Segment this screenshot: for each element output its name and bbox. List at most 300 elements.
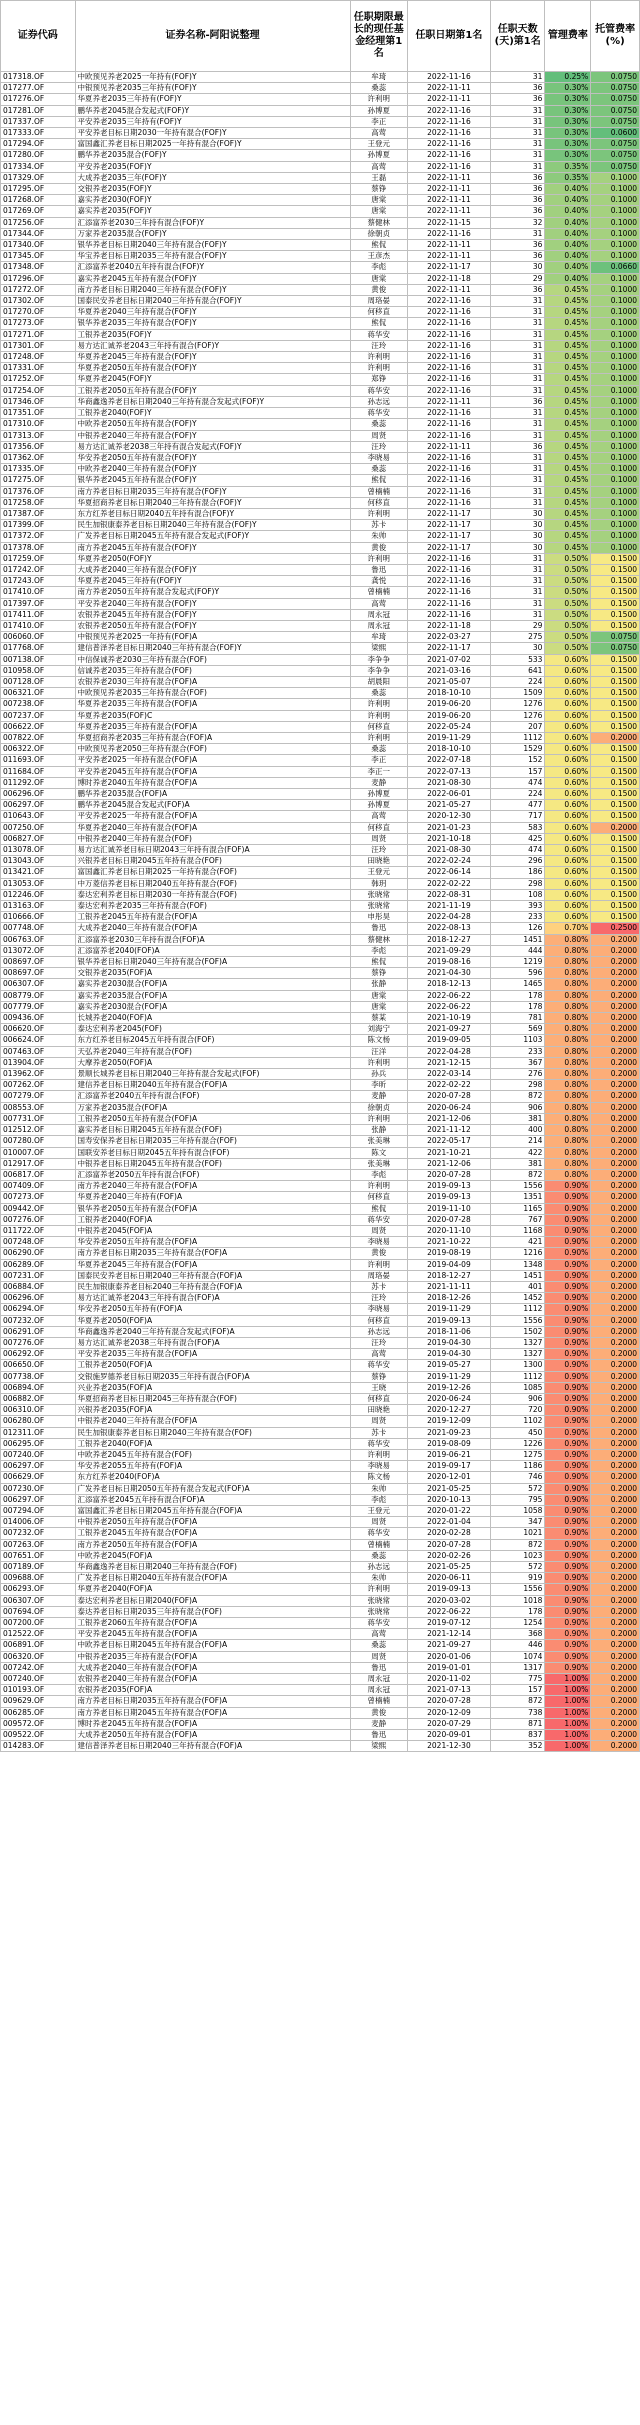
cell-custody-fee: 0.0750 bbox=[591, 83, 640, 94]
cell-name: 华安养老2055五年持有(FOF)A bbox=[75, 1461, 350, 1472]
table-row bbox=[1, 1304, 640, 1315]
cell-name: 易方达汇诚养老2038三年持有混合(FOF)A bbox=[75, 1337, 350, 1348]
cell-code: 007409.OF bbox=[1, 1181, 76, 1192]
cell-custody-fee: 0.1500 bbox=[591, 676, 640, 687]
cell-manager: 周珞晏 bbox=[350, 296, 407, 307]
cell-custody-fee: 0.1500 bbox=[591, 665, 640, 676]
cell-tenure-days: 30 bbox=[490, 643, 544, 654]
cell-name: 鹏华养老2035混合(FOF)Y bbox=[75, 150, 350, 161]
cell-start-date: 2019-08-19 bbox=[407, 1248, 490, 1259]
cell-custody-fee: 0.0750 bbox=[591, 161, 640, 172]
cell-manager: 曾楠楠 bbox=[350, 1539, 407, 1550]
cell-code: 007231.OF bbox=[1, 1270, 76, 1281]
cell-tenure-days: 1165 bbox=[490, 1203, 544, 1214]
table-row bbox=[1, 475, 640, 486]
cell-management-fee: 0.50% bbox=[545, 643, 591, 654]
cell-management-fee: 0.45% bbox=[545, 318, 591, 329]
cell-name: 嘉实养老2030混合(FOF)A bbox=[75, 1001, 350, 1012]
cell-code: 017348.OF bbox=[1, 262, 76, 273]
cell-management-fee: 0.30% bbox=[545, 94, 591, 105]
cell-start-date: 2022-11-16 bbox=[407, 72, 490, 83]
cell-code: 017296.OF bbox=[1, 273, 76, 284]
cell-start-date: 2021-11-11 bbox=[407, 1281, 490, 1292]
table-row bbox=[1, 172, 640, 183]
cell-name: 国寿安保养老目标日期2035三年持有混合(FOF) bbox=[75, 1136, 350, 1147]
cell-name: 中银养老目标日期2045五年持有混合(FOF) bbox=[75, 1158, 350, 1169]
cell-custody-fee: 0.1000 bbox=[591, 206, 640, 217]
cell-code: 009688.OF bbox=[1, 1573, 76, 1584]
cell-name: 华夏养老2035(FOF)C bbox=[75, 710, 350, 721]
cell-management-fee: 0.90% bbox=[545, 1248, 591, 1259]
cell-manager: 许利明 bbox=[350, 94, 407, 105]
cell-code: 017268.OF bbox=[1, 195, 76, 206]
cell-management-fee: 0.30% bbox=[545, 139, 591, 150]
cell-tenure-days: 1168 bbox=[490, 1225, 544, 1236]
cell-management-fee: 0.90% bbox=[545, 1595, 591, 1606]
cell-management-fee: 0.35% bbox=[545, 172, 591, 183]
cell-start-date: 2022-11-16 bbox=[407, 497, 490, 508]
cell-management-fee: 0.45% bbox=[545, 464, 591, 475]
cell-start-date: 2022-11-16 bbox=[407, 318, 490, 329]
cell-management-fee: 0.90% bbox=[545, 1517, 591, 1528]
cell-name: 工银养老2050五年持有混合(FOF)A bbox=[75, 1113, 350, 1124]
cell-custody-fee: 0.2000 bbox=[591, 1741, 640, 1752]
cell-start-date: 2020-01-22 bbox=[407, 1506, 490, 1517]
cell-start-date: 2022-11-17 bbox=[407, 508, 490, 519]
cell-code: 006321.OF bbox=[1, 688, 76, 699]
cell-tenure-days: 31 bbox=[490, 139, 544, 150]
cell-management-fee: 0.90% bbox=[545, 1416, 591, 1427]
cell-start-date: 2020-02-26 bbox=[407, 1550, 490, 1561]
cell-start-date: 2021-08-30 bbox=[407, 777, 490, 788]
cell-start-date: 2021-09-27 bbox=[407, 1640, 490, 1651]
table-row bbox=[1, 1382, 640, 1393]
cell-name: 嘉实养老2035(FOF)Y bbox=[75, 206, 350, 217]
cell-tenure-days: 1021 bbox=[490, 1528, 544, 1539]
cell-start-date: 2019-09-13 bbox=[407, 1192, 490, 1203]
cell-code: 017410.OF bbox=[1, 587, 76, 598]
cell-management-fee: 0.90% bbox=[545, 1640, 591, 1651]
cell-code: 007240.OF bbox=[1, 1674, 76, 1685]
cell-code: 006292.OF bbox=[1, 1349, 76, 1360]
cell-management-fee: 0.60% bbox=[545, 811, 591, 822]
cell-name: 天弘养老2040三年持有混合(FOF) bbox=[75, 1046, 350, 1057]
cell-custody-fee: 0.2000 bbox=[591, 1573, 640, 1584]
cell-manager: 田晓艳 bbox=[350, 856, 407, 867]
table-row bbox=[1, 217, 640, 228]
cell-start-date: 2021-10-22 bbox=[407, 1237, 490, 1248]
cell-name: 平安养老2025一年持有混合(FOF)A bbox=[75, 755, 350, 766]
cell-tenure-days: 31 bbox=[490, 72, 544, 83]
cell-start-date: 2022-11-16 bbox=[407, 150, 490, 161]
cell-name: 平安养老2045五年持有混合(FOF)A bbox=[75, 1629, 350, 1640]
cell-management-fee: 0.45% bbox=[545, 486, 591, 497]
cell-custody-fee: 0.1000 bbox=[591, 251, 640, 262]
cell-start-date: 2020-06-11 bbox=[407, 1573, 490, 1584]
cell-manager: 蒋华安 bbox=[350, 1528, 407, 1539]
cell-start-date: 2019-01-01 bbox=[407, 1662, 490, 1673]
cell-custody-fee: 0.2000 bbox=[591, 1214, 640, 1225]
cell-name: 华商鑫逸养老目标日期2040三年持有混合(FOF) bbox=[75, 1562, 350, 1573]
table-row bbox=[1, 1113, 640, 1124]
cell-tenure-days: 36 bbox=[490, 251, 544, 262]
table-row bbox=[1, 72, 640, 83]
cell-name: 中银养老2045(FOF)A bbox=[75, 1225, 350, 1236]
cell-start-date: 2018-11-06 bbox=[407, 1326, 490, 1337]
cell-name: 中银预见养老2025一年持有(FOF)A bbox=[75, 632, 350, 643]
cell-name: 中银预见养老2035三年持有(FOF)Y bbox=[75, 83, 350, 94]
cell-code: 017313.OF bbox=[1, 430, 76, 441]
table-row bbox=[1, 1057, 640, 1068]
table-row bbox=[1, 452, 640, 463]
cell-start-date: 2021-11-19 bbox=[407, 901, 490, 912]
cell-manager: 梁熙 bbox=[350, 1741, 407, 1752]
cell-manager: 王登元 bbox=[350, 867, 407, 878]
cell-custody-fee: 0.2000 bbox=[591, 1718, 640, 1729]
cell-management-fee: 0.50% bbox=[545, 553, 591, 564]
cell-name: 汇添富养老2030三年持有混合(FOF)Y bbox=[75, 217, 350, 228]
cell-management-fee: 0.35% bbox=[545, 161, 591, 172]
cell-code: 013904.OF bbox=[1, 1057, 76, 1068]
cell-code: 017329.OF bbox=[1, 172, 76, 183]
cell-tenure-days: 367 bbox=[490, 1057, 544, 1068]
table-row bbox=[1, 296, 640, 307]
cell-start-date: 2022-11-16 bbox=[407, 296, 490, 307]
cell-custody-fee: 0.2000 bbox=[591, 1416, 640, 1427]
table-row bbox=[1, 1169, 640, 1180]
cell-custody-fee: 0.1500 bbox=[591, 789, 640, 800]
cell-management-fee: 0.60% bbox=[545, 665, 591, 676]
cell-start-date: 2021-04-30 bbox=[407, 968, 490, 979]
cell-manager: 汪玲 bbox=[350, 845, 407, 856]
cell-code: 017768.OF bbox=[1, 643, 76, 654]
cell-start-date: 2020-06-24 bbox=[407, 1102, 490, 1113]
cell-code: 011684.OF bbox=[1, 766, 76, 777]
cell-start-date: 2022-05-17 bbox=[407, 1136, 490, 1147]
cell-code: 017248.OF bbox=[1, 352, 76, 363]
cell-code: 006285.OF bbox=[1, 1707, 76, 1718]
cell-tenure-days: 572 bbox=[490, 1483, 544, 1494]
table-row bbox=[1, 968, 640, 979]
cell-name: 易方达汇诚养老2038三年持有混合发起式(FOF)Y bbox=[75, 441, 350, 452]
table-row bbox=[1, 1405, 640, 1416]
cell-custody-fee: 0.2000 bbox=[591, 1730, 640, 1741]
cell-tenure-days: 30 bbox=[490, 542, 544, 553]
cell-name: 平安养老2025一年持有混合(FOF)A bbox=[75, 811, 350, 822]
cell-management-fee: 1.00% bbox=[545, 1730, 591, 1741]
cell-tenure-days: 474 bbox=[490, 777, 544, 788]
cell-management-fee: 0.90% bbox=[545, 1449, 591, 1460]
cell-start-date: 2019-08-09 bbox=[407, 1438, 490, 1449]
cell-start-date: 2022-11-18 bbox=[407, 273, 490, 284]
cell-management-fee: 0.30% bbox=[545, 150, 591, 161]
cell-management-fee: 0.90% bbox=[545, 1438, 591, 1449]
cell-management-fee: 0.80% bbox=[545, 1169, 591, 1180]
cell-tenure-days: 381 bbox=[490, 1158, 544, 1169]
cell-management-fee: 0.90% bbox=[545, 1472, 591, 1483]
table-row bbox=[1, 228, 640, 239]
cell-code: 017269.OF bbox=[1, 206, 76, 217]
cell-manager: 李争争 bbox=[350, 654, 407, 665]
cell-management-fee: 0.40% bbox=[545, 251, 591, 262]
cell-tenure-days: 1226 bbox=[490, 1438, 544, 1449]
cell-name: 民生加银康泰养老目标日期2040三年持有混合(FOF) bbox=[75, 1427, 350, 1438]
table-row bbox=[1, 1147, 640, 1158]
cell-name: 平安养老2035(FOF)Y bbox=[75, 161, 350, 172]
cell-manager: 曾楠楠 bbox=[350, 486, 407, 497]
cell-tenure-days: 1452 bbox=[490, 1293, 544, 1304]
table-row bbox=[1, 1438, 640, 1449]
cell-manager: 陈文杨 bbox=[350, 1035, 407, 1046]
cell-code: 017318.OF bbox=[1, 72, 76, 83]
cell-code: 006763.OF bbox=[1, 934, 76, 945]
cell-code: 006307.OF bbox=[1, 1595, 76, 1606]
cell-management-fee: 0.90% bbox=[545, 1349, 591, 1360]
cell-code: 017272.OF bbox=[1, 284, 76, 295]
cell-tenure-days: 837 bbox=[490, 1730, 544, 1741]
table-row bbox=[1, 1158, 640, 1169]
cell-management-fee: 0.80% bbox=[545, 1125, 591, 1136]
cell-code: 017275.OF bbox=[1, 475, 76, 486]
cell-manager: 李正 bbox=[350, 116, 407, 127]
cell-custody-fee: 0.1000 bbox=[591, 363, 640, 374]
cell-start-date: 2021-09-27 bbox=[407, 1024, 490, 1035]
cell-start-date: 2022-11-16 bbox=[407, 419, 490, 430]
cell-tenure-days: 1276 bbox=[490, 699, 544, 710]
cell-tenure-days: 31 bbox=[490, 340, 544, 351]
cell-management-fee: 0.60% bbox=[545, 721, 591, 732]
cell-management-fee: 0.80% bbox=[545, 990, 591, 1001]
cell-custody-fee: 0.1500 bbox=[591, 912, 640, 923]
cell-code: 010958.OF bbox=[1, 665, 76, 676]
cell-management-fee: 0.90% bbox=[545, 1494, 591, 1505]
cell-start-date: 2022-11-16 bbox=[407, 475, 490, 486]
cell-start-date: 2020-12-09 bbox=[407, 1707, 490, 1718]
cell-management-fee: 0.60% bbox=[545, 901, 591, 912]
cell-start-date: 2021-12-06 bbox=[407, 1158, 490, 1169]
cell-code: 007279.OF bbox=[1, 1091, 76, 1102]
cell-tenure-days: 31 bbox=[490, 296, 544, 307]
cell-start-date: 2022-11-16 bbox=[407, 374, 490, 385]
table-row bbox=[1, 1539, 640, 1550]
table-row bbox=[1, 755, 640, 766]
cell-tenure-days: 298 bbox=[490, 1080, 544, 1091]
cell-manager: 李彪 bbox=[350, 945, 407, 956]
cell-name: 交银施罗德养老目标日期2035三年持有混合(FOF)A bbox=[75, 1371, 350, 1382]
cell-start-date: 2022-02-22 bbox=[407, 878, 490, 889]
cell-custody-fee: 0.2000 bbox=[591, 1248, 640, 1259]
cell-start-date: 2019-09-17 bbox=[407, 1461, 490, 1472]
cell-code: 017276.OF bbox=[1, 94, 76, 105]
cell-custody-fee: 0.1000 bbox=[591, 475, 640, 486]
cell-tenure-days: 1351 bbox=[490, 1192, 544, 1203]
cell-start-date: 2022-11-15 bbox=[407, 217, 490, 228]
cell-name: 工银养老2040(FOF)A bbox=[75, 1438, 350, 1449]
cell-tenure-days: 1085 bbox=[490, 1382, 544, 1393]
cell-name: 泰达宏利养老2035三年持有混合(FOF) bbox=[75, 901, 350, 912]
cell-management-fee: 0.90% bbox=[545, 1618, 591, 1629]
cell-tenure-days: 298 bbox=[490, 878, 544, 889]
cell-code: 012522.OF bbox=[1, 1629, 76, 1640]
cell-manager: 何移直 bbox=[350, 822, 407, 833]
table-row bbox=[1, 632, 640, 643]
table-row bbox=[1, 1472, 640, 1483]
cell-start-date: 2020-09-01 bbox=[407, 1730, 490, 1741]
cell-custody-fee: 0.1000 bbox=[591, 307, 640, 318]
cell-start-date: 2022-11-16 bbox=[407, 587, 490, 598]
cell-tenure-days: 425 bbox=[490, 833, 544, 844]
cell-manager: 蒋华安 bbox=[350, 329, 407, 340]
cell-name: 华夏养老2035三年持有混合(FOF)A bbox=[75, 699, 350, 710]
cell-manager: 何移直 bbox=[350, 1192, 407, 1203]
cell-start-date: 2019-09-13 bbox=[407, 1181, 490, 1192]
cell-start-date: 2019-09-05 bbox=[407, 1035, 490, 1046]
cell-manager: 李晓易 bbox=[350, 1237, 407, 1248]
cell-name: 信诚养老2035三年持有混合(FOF) bbox=[75, 665, 350, 676]
table-row bbox=[1, 901, 640, 912]
cell-manager: 周永冠 bbox=[350, 609, 407, 620]
cell-tenure-days: 31 bbox=[490, 385, 544, 396]
cell-name: 南方养老2040三年持有混合(FOF)A bbox=[75, 1181, 350, 1192]
cell-manager: 张美琳 bbox=[350, 1136, 407, 1147]
cell-code: 017252.OF bbox=[1, 374, 76, 385]
cell-manager: 许利明 bbox=[350, 699, 407, 710]
cell-name: 东方红养老目标日期2040五年持有混合(FOF)Y bbox=[75, 508, 350, 519]
cell-manager: 许利明 bbox=[350, 1449, 407, 1460]
table-row bbox=[1, 1091, 640, 1102]
cell-name: 东方红养老2040(FOF)A bbox=[75, 1472, 350, 1483]
cell-custody-fee: 0.2000 bbox=[591, 1449, 640, 1460]
cell-code: 008697.OF bbox=[1, 957, 76, 968]
cell-custody-fee: 0.1500 bbox=[591, 576, 640, 587]
cell-start-date: 2022-11-11 bbox=[407, 184, 490, 195]
cell-code: 017270.OF bbox=[1, 307, 76, 318]
cell-code: 006293.OF bbox=[1, 1584, 76, 1595]
cell-management-fee: 1.00% bbox=[545, 1696, 591, 1707]
table-row bbox=[1, 665, 640, 676]
cell-manager: 鲁迅 bbox=[350, 923, 407, 934]
cell-start-date: 2019-06-20 bbox=[407, 710, 490, 721]
cell-start-date: 2022-11-16 bbox=[407, 452, 490, 463]
cell-code: 013053.OF bbox=[1, 878, 76, 889]
cell-name: 华夏养老2040三年持有混合(FOF)Y bbox=[75, 307, 350, 318]
cell-management-fee: 0.90% bbox=[545, 1281, 591, 1292]
cell-code: 007273.OF bbox=[1, 1192, 76, 1203]
cell-name: 民生加银康泰养老目标日期2040三年持有混合(FOF)Y bbox=[75, 520, 350, 531]
cell-code: 017356.OF bbox=[1, 441, 76, 452]
cell-code: 017351.OF bbox=[1, 408, 76, 419]
cell-management-fee: 0.80% bbox=[545, 1035, 591, 1046]
cell-start-date: 2020-06-24 bbox=[407, 1393, 490, 1404]
cell-management-fee: 0.60% bbox=[545, 800, 591, 811]
cell-custody-fee: 0.2000 bbox=[591, 1125, 640, 1136]
cell-custody-fee: 0.2000 bbox=[591, 1371, 640, 1382]
table-row bbox=[1, 1225, 640, 1236]
cell-name: 华夏养老2040三年持有混合(FOF)A bbox=[75, 822, 350, 833]
cell-code: 011693.OF bbox=[1, 755, 76, 766]
header-row bbox=[1, 1, 640, 72]
cell-tenure-days: 795 bbox=[490, 1494, 544, 1505]
cell-management-fee: 0.50% bbox=[545, 564, 591, 575]
table-row bbox=[1, 1192, 640, 1203]
cell-tenure-days: 36 bbox=[490, 206, 544, 217]
cell-tenure-days: 1509 bbox=[490, 688, 544, 699]
cell-code: 006882.OF bbox=[1, 1393, 76, 1404]
cell-manager: 苏卡 bbox=[350, 1281, 407, 1292]
cell-tenure-days: 393 bbox=[490, 901, 544, 912]
table-row bbox=[1, 1102, 640, 1113]
table-row bbox=[1, 363, 640, 374]
cell-name: 南方养老2050五年持有混合(FOF)A bbox=[75, 1539, 350, 1550]
cell-start-date: 2021-01-23 bbox=[407, 822, 490, 833]
cell-start-date: 2022-11-16 bbox=[407, 553, 490, 564]
cell-management-fee: 0.45% bbox=[545, 307, 591, 318]
cell-management-fee: 0.50% bbox=[545, 587, 591, 598]
table-row bbox=[1, 744, 640, 755]
cell-custody-fee: 0.1500 bbox=[591, 755, 640, 766]
cell-custody-fee: 0.2000 bbox=[591, 1326, 640, 1337]
cell-management-fee: 0.80% bbox=[545, 1102, 591, 1113]
cell-custody-fee: 0.2000 bbox=[591, 1606, 640, 1617]
cell-custody-fee: 0.0660 bbox=[591, 262, 640, 273]
cell-start-date: 2022-11-16 bbox=[407, 408, 490, 419]
cell-start-date: 2022-11-16 bbox=[407, 352, 490, 363]
cell-management-fee: 1.00% bbox=[545, 1674, 591, 1685]
cell-start-date: 2022-11-16 bbox=[407, 564, 490, 575]
cell-start-date: 2022-11-17 bbox=[407, 531, 490, 542]
cell-manager: 黄俊 bbox=[350, 1707, 407, 1718]
cell-management-fee: 0.90% bbox=[545, 1651, 591, 1662]
cell-code: 007240.OF bbox=[1, 1449, 76, 1460]
cell-manager: 高莺 bbox=[350, 1629, 407, 1640]
cell-start-date: 2019-11-29 bbox=[407, 1304, 490, 1315]
cell-code: 012311.OF bbox=[1, 1427, 76, 1438]
cell-name: 平安养老2035三年持有混合(FOF)A bbox=[75, 1349, 350, 1360]
cell-start-date: 2022-11-11 bbox=[407, 251, 490, 262]
cell-tenure-days: 583 bbox=[490, 822, 544, 833]
cell-code: 007280.OF bbox=[1, 1136, 76, 1147]
cell-code: 017254.OF bbox=[1, 385, 76, 396]
cell-management-fee: 0.90% bbox=[545, 1371, 591, 1382]
cell-custody-fee: 0.1000 bbox=[591, 228, 640, 239]
cell-start-date: 2019-04-30 bbox=[407, 1337, 490, 1348]
cell-code: 007738.OF bbox=[1, 1371, 76, 1382]
table-row bbox=[1, 374, 640, 385]
cell-name: 华夏养老2050(FOF)Y bbox=[75, 553, 350, 564]
cell-management-fee: 0.90% bbox=[545, 1461, 591, 1472]
cell-code: 007694.OF bbox=[1, 1606, 76, 1617]
cell-tenure-days: 1465 bbox=[490, 979, 544, 990]
cell-code: 008553.OF bbox=[1, 1102, 76, 1113]
table-row bbox=[1, 889, 640, 900]
cell-code: 013962.OF bbox=[1, 1069, 76, 1080]
cell-name: 广发养老目标日期2050五年持有混合发起式(FOF)A bbox=[75, 1483, 350, 1494]
cell-name: 华夏招商养老2035三年持有混合(FOF)A bbox=[75, 732, 350, 743]
cell-name: 嘉实养老2030(FOF)Y bbox=[75, 195, 350, 206]
cell-code: 017335.OF bbox=[1, 464, 76, 475]
cell-custody-fee: 0.2000 bbox=[591, 1517, 640, 1528]
cell-management-fee: 0.60% bbox=[545, 833, 591, 844]
cell-start-date: 2022-11-11 bbox=[407, 195, 490, 206]
cell-name: 工银养老2050五年持有混合(FOF)Y bbox=[75, 385, 350, 396]
cell-custody-fee: 0.2000 bbox=[591, 1640, 640, 1651]
cell-tenure-days: 906 bbox=[490, 1102, 544, 1113]
cell-tenure-days: 108 bbox=[490, 889, 544, 900]
cell-management-fee: 0.90% bbox=[545, 1214, 591, 1225]
table-row bbox=[1, 1393, 640, 1404]
table-row bbox=[1, 307, 640, 318]
cell-custody-fee: 0.2000 bbox=[591, 1024, 640, 1035]
